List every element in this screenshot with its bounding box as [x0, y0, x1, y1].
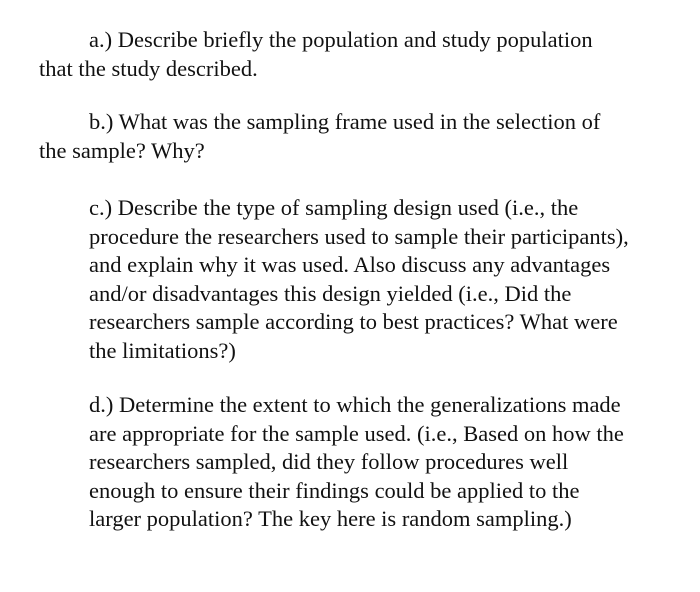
question-c-line: procedure the researchers used to sample their participants), [89, 223, 629, 249]
question-b [0, 108, 600, 165]
question-d-line: larger population? The key here is random sampling.) [89, 506, 572, 531]
question-d-line: d.) Determine the extent to which the generalizations made [89, 392, 621, 417]
question-a-line: a.) Describe briefly the population and study population [89, 27, 593, 52]
question-d-line: researchers sampled, did they follow procedures well [89, 449, 569, 474]
question-c-line: c.) Describe the type of sampling design used (i.e., the [89, 195, 579, 220]
question-a [0, 26, 593, 83]
question-d-line: enough to ensure their findings could be applied to the [89, 477, 580, 503]
question-c-line: the limitations?) [89, 337, 236, 363]
question-b-line: the sample? Why? [39, 137, 205, 163]
question-c-line: and explain why it was used. Also discuss any advantages [89, 252, 611, 277]
question-b-line: b.) What was the sampling frame used in the selection of [89, 109, 601, 134]
question-a-line: that the study described. [39, 55, 258, 81]
question-d [89, 391, 624, 534]
question-c-line: and/or disadvantages this design yielded (i.e., Did the [89, 280, 572, 306]
question-c [89, 194, 629, 365]
question-d-line: are appropriate for the sample used. (i.e., Based on how the [89, 420, 624, 446]
question-c-line: researchers sample according to best practices? What were [89, 309, 618, 334]
